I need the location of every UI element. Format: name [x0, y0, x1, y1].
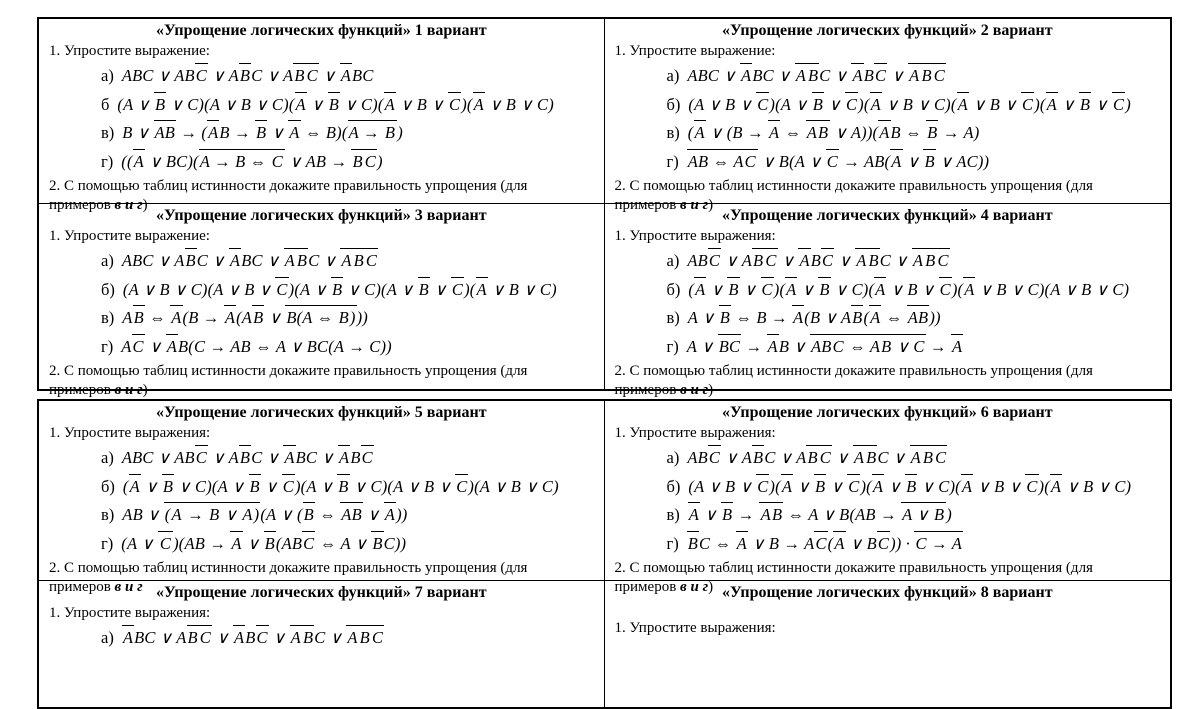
- overline-group: A: [290, 625, 302, 647]
- overline-group: A: [340, 63, 352, 85]
- overline-group: A: [207, 120, 219, 142]
- formula-item-label: а): [101, 66, 114, 86]
- overline-group: B: [154, 92, 166, 114]
- overline-group: A: [288, 120, 300, 142]
- formula-expression: (A ∨ B ∨ C)(A ∨ B ∨ C)(A ∨ B ∨ C)(A ∨ B ∨ C)(A ∨ B ∨ C): [688, 92, 1131, 114]
- overline-group: B: [865, 445, 877, 467]
- overline-group: C: [282, 474, 295, 496]
- formula-item: [615, 149, 1161, 175]
- overline-group: C: [764, 248, 777, 270]
- variants-table-upper: [37, 17, 1172, 399]
- formula-item: [615, 474, 1161, 500]
- overline-group: B: [727, 277, 739, 299]
- task2-emphasis: в и г: [680, 382, 709, 399]
- overline-group: B: [264, 531, 276, 553]
- formula-item-label: а): [666, 251, 680, 271]
- overline-group: C: [744, 149, 757, 171]
- overline-group: B(A ⇔ B): [285, 305, 356, 327]
- overline-group: C: [1112, 92, 1125, 114]
- variant-cell-7: [39, 581, 605, 707]
- formula-expression: ((A ∨ BC)(A → B ⇔ C ∨ AB → B C): [121, 149, 382, 171]
- overline-group: B: [185, 248, 197, 270]
- overline-group: A: [869, 305, 881, 327]
- formula-expression: AC ∨ AB(C → AB ⇔ A ∨ BC(A → C)): [121, 334, 392, 356]
- formula-item: [49, 63, 594, 89]
- formula-item: [49, 248, 594, 274]
- overline-group: C: [756, 474, 769, 496]
- variant-cell-3: [39, 204, 605, 399]
- task2-text: 2. С помощью таблиц истинности докажите правильность упрощения (для примеров в и г): [614, 363, 1093, 399]
- overline-group: A: [171, 502, 183, 524]
- overline-group: A: [795, 63, 807, 85]
- formula-item-label: в): [101, 505, 115, 525]
- overline-group: A: [736, 531, 748, 553]
- formula-expression: ABC ∨ ABC ∨ ABC ∨ ABC ∨ ABC: [122, 445, 374, 467]
- formula-item: [49, 474, 594, 500]
- overline-group: C: [365, 248, 378, 270]
- overline-group: A: [384, 92, 396, 114]
- variant-title: «Упрощение логических функций» 2 вариант: [721, 22, 1053, 39]
- overline-group: B: [933, 502, 945, 524]
- overline-group: C: [877, 531, 890, 553]
- overline-group: C: [271, 149, 284, 171]
- overline-group: C → A: [914, 531, 963, 553]
- overline-group: B: [252, 305, 264, 327]
- overline-group: B: [162, 474, 174, 496]
- formula-item-label: а): [101, 628, 114, 648]
- overline-group: B: [920, 63, 932, 85]
- overline-group: A: [740, 63, 752, 85]
- variant-cell-8: [605, 581, 1171, 707]
- formula-expression: ABC ∨ ABC ∨ ABC ∨ A BC ∨ A B C: [122, 248, 378, 270]
- formula-item: [49, 92, 594, 118]
- formula-item: [615, 305, 1161, 331]
- overline-group: A: [283, 445, 295, 467]
- overline-group: C: [826, 149, 839, 171]
- overline-group: B: [923, 149, 935, 171]
- formula-item-label: в): [101, 308, 115, 328]
- overline-group: B: [867, 248, 879, 270]
- overline-group: C: [451, 277, 464, 299]
- task2-emphasis: в и г: [114, 382, 143, 399]
- formula-item-label: г): [101, 151, 114, 171]
- overline-group: B: [418, 277, 430, 299]
- formula-item: [49, 502, 594, 528]
- overline-group: A: [767, 334, 779, 356]
- overline-group: B: [818, 277, 830, 299]
- overline-group: [158, 531, 173, 553]
- overline-group: B: [687, 531, 699, 553]
- overline-group: (A → B ∨ A): [164, 502, 261, 524]
- variant-title: «Упрощение логических функций» 4 вариант: [721, 207, 1053, 224]
- variant-title: «Упрощение логических функций» 1 вариант: [155, 22, 487, 39]
- overline-group: C: [455, 474, 468, 496]
- formula-item: [49, 120, 594, 146]
- overline-group: B: [384, 120, 396, 142]
- overline-group: A: [694, 120, 706, 142]
- formula-expression: BC ⇔ A ∨ B → AC(A ∨ BC)) · C → A: [687, 531, 963, 553]
- overline-group: B: [302, 625, 314, 647]
- formula-item-label: а): [101, 448, 114, 468]
- overline-group: C: [302, 531, 315, 553]
- overline-group: A: [340, 248, 352, 270]
- formula-item-label: а): [666, 66, 680, 86]
- formula-item-label: б): [101, 279, 115, 299]
- overline-group: A: [951, 334, 963, 356]
- task2-emphasis: в и г: [114, 197, 143, 214]
- formula-item-label: в): [666, 308, 680, 328]
- overline-group: C: [874, 63, 887, 85]
- overline-group: AB: [154, 120, 177, 142]
- overline-group: C: [847, 474, 860, 496]
- formula-item-label: г): [666, 151, 679, 171]
- overline-group: A: [798, 248, 810, 270]
- overline-group: C: [1025, 474, 1038, 496]
- overline-group: A ∨ B: [901, 502, 946, 524]
- overline-group: B: [752, 445, 764, 467]
- overline-group: B: [719, 305, 731, 327]
- variant-cell-1: [39, 19, 605, 214]
- overline-group: A: [768, 120, 780, 142]
- formula-item-label: в): [101, 123, 115, 143]
- task1-label: 1. Упростите выражения:: [614, 619, 776, 636]
- formula-item-label: в): [666, 505, 680, 525]
- overline-group: C: [306, 63, 319, 85]
- overline-group: A: [129, 474, 141, 496]
- overline-group: C: [933, 63, 946, 85]
- task1-label: 1. Упростите выражения:: [49, 604, 211, 621]
- overline-group: A: [760, 502, 772, 524]
- formula-expression: (A ∨ B ∨ C)(A ∨ B ∨ C)(A ∨ B ∨ C)(A ∨ B ∨ C)(A ∨ B ∨ C): [688, 277, 1129, 299]
- formula-item: [615, 531, 1161, 557]
- overline-group: C: [1021, 92, 1034, 114]
- formula-item: [615, 248, 1161, 274]
- formula-item: [615, 277, 1161, 303]
- overline-group: B: [752, 248, 764, 270]
- overline-group: A → B: [348, 120, 398, 142]
- overline-group: B: [807, 63, 819, 85]
- overline-group: B: [337, 474, 349, 496]
- task1-label: 1. Упростите выражение:: [49, 227, 210, 244]
- overline-group: A: [229, 248, 241, 270]
- overline-group: B: [1079, 92, 1091, 114]
- overline-group: B: [806, 445, 818, 467]
- formula-item: [615, 63, 1161, 89]
- overline-group: A: [833, 531, 845, 553]
- overline-group: C: [256, 625, 269, 647]
- task1-label: 1. Упростите выражения:: [614, 227, 776, 244]
- task2-text: 2. С помощью таблиц истинности докажите правильность упрощения (для примеров в и г): [614, 178, 1093, 214]
- overline-group: A: [224, 305, 236, 327]
- overline-group: B: [351, 149, 363, 171]
- overline-group: A: [781, 474, 793, 496]
- variant-title: «Упрощение логических функций» 3 вариант: [155, 207, 487, 224]
- formula-item: [49, 334, 594, 360]
- formula-expression: ABC ∨ AB C ∨ ABC ∨ A BC ∨ A B C: [687, 248, 949, 270]
- overline-group: AB ⇔ AC: [687, 149, 758, 171]
- overline-group: ABC ⇔ AB ∨ C: [810, 334, 926, 356]
- overline-group: B: [817, 120, 829, 142]
- task1-label: 1. Упростите выражения:: [49, 424, 211, 441]
- overline-group: A: [346, 625, 358, 647]
- formula-item-label: б): [666, 476, 681, 496]
- overline-group: A: [855, 248, 867, 270]
- overline-group: B: [187, 625, 199, 647]
- overline-group: B: [880, 334, 892, 356]
- formula-expression: AB ∨ (A → B ∨ A)(A ∨ (B ⇔ AB ∨ A)): [122, 502, 407, 524]
- overline-group: A: [910, 445, 922, 467]
- formula-expression: (A ∨ B ∨ C)(A ∨ B ∨ C)(A ∨ B ∨ C)(A ∨ B ∨ C)(A ∨ B ∨ C): [117, 92, 554, 114]
- overline-group: AB: [806, 120, 831, 142]
- task2-text: 2. С помощью таблиц истинности докажите правильность упрощения (для примеров в и г: [49, 560, 528, 596]
- formula-expression: AB ⇔ A(B → A(AB ∨ B(A ⇔ B))): [122, 305, 368, 327]
- overline-group: B: [721, 502, 733, 524]
- formula-expression: A ∨ BC → AB ∨ ABC ⇔ AB ∨ C → A: [687, 334, 963, 356]
- overline-group: C: [361, 445, 374, 467]
- formula-expression: (A ∨ C )(AB → A ∨ B(ABC ⇔ A ∨ BC)): [121, 531, 406, 553]
- overline-group: C: [936, 248, 949, 270]
- task2-text: 2. С помощью таблиц истинности докажите правильность упрощения (для примеров в и г): [49, 363, 528, 399]
- overline-group: BC: [718, 334, 741, 356]
- overline-group: C: [819, 445, 832, 467]
- overline-group: B: [359, 625, 371, 647]
- overline-group: B: [926, 120, 938, 142]
- task2-emphasis: в и г: [114, 579, 143, 596]
- overline-group: A: [170, 305, 182, 327]
- task1-label: 1. Упростите выражение:: [49, 42, 210, 59]
- overline-group: A: [851, 63, 863, 85]
- overline-group: C: [364, 149, 377, 171]
- overline-group: A: [872, 474, 884, 496]
- variant-cell-2: [605, 19, 1171, 214]
- overline-group: A: [870, 92, 882, 114]
- overline-group: B: [814, 474, 826, 496]
- overline-group: A: [230, 531, 242, 553]
- overline-group: A → B ⇔ C: [199, 149, 285, 171]
- overline-group: A: [908, 63, 920, 85]
- variant-cell-4: [605, 204, 1171, 399]
- overline-group: A: [384, 502, 396, 524]
- overline-group: A: [133, 149, 145, 171]
- overline-group: B: [328, 92, 340, 114]
- overline-group: B: [922, 445, 934, 467]
- overline-group: A: [853, 445, 865, 467]
- overline-group: B: [331, 277, 343, 299]
- overline-group: B: [851, 305, 863, 327]
- overline-group: A: [166, 334, 178, 356]
- formula-item: [49, 149, 594, 175]
- overline-group: C: [832, 334, 845, 356]
- overline-group: C: [845, 92, 858, 114]
- overline-group: A: [963, 277, 975, 299]
- formula-expression: A ∨ B ⇔ B → A(B ∨ AB(A ⇔ AB)): [688, 305, 941, 327]
- overline-group: A: [476, 277, 488, 299]
- formula-expression: ABC ∨ ABC ∨ ABC ∨ AB C ∨ ABC: [122, 63, 374, 85]
- overline-group: A: [878, 120, 890, 142]
- overline-group: C: [814, 531, 827, 553]
- overline-group: B: [353, 248, 365, 270]
- formula-item-label: в): [666, 123, 680, 143]
- formula-item-label: г): [101, 336, 114, 356]
- formula-expression: (A ∨ B ∨ C)(A ∨ B ∨ C)(A ∨ B ∨ C)(A ∨ B ∨ C)(A ∨ B ∨ C): [123, 474, 559, 496]
- overline-group: C: [195, 445, 208, 467]
- task1-label: 1. Упростите выражение:: [614, 42, 776, 59]
- overline-group: A: [473, 92, 485, 114]
- overline-group: B: [293, 63, 305, 85]
- overline-group: A: [295, 92, 307, 114]
- variant-title: «Упрощение логических функций» 7 вариант: [155, 584, 487, 601]
- overline-group: C: [132, 334, 145, 356]
- formula-item-label: г): [666, 336, 679, 356]
- overline-group: A: [284, 248, 296, 270]
- formula-item: [615, 92, 1161, 118]
- overline-group: B: [905, 474, 917, 496]
- overline-group: B: [239, 445, 251, 467]
- overline-group: C: [934, 445, 947, 467]
- formula-item: [615, 445, 1161, 471]
- formula-item-label: г): [101, 533, 114, 553]
- overline-group: B: [338, 305, 350, 327]
- overline-group: C: [195, 63, 208, 85]
- overline-group: AB: [907, 305, 930, 327]
- overline-group: B: [924, 248, 936, 270]
- overline-group: C: [821, 248, 834, 270]
- overline-group: A: [1046, 92, 1058, 114]
- variant-title: «Упрощение логических функций» 5 вариант: [155, 404, 487, 421]
- formula-item-label: б): [101, 476, 115, 496]
- overline-group: B: [303, 502, 315, 524]
- formula-expression: (A ∨ (B → A ⇔ AB ∨ A))(AB ⇔ B → A): [688, 120, 980, 142]
- formula-item: [615, 502, 1161, 528]
- overline-group: B: [371, 531, 383, 553]
- formula-item: [49, 305, 594, 331]
- overline-group: C: [756, 92, 769, 114]
- overline-group: C: [939, 277, 952, 299]
- overline-group: A: [338, 445, 350, 467]
- overline-group: A: [688, 502, 700, 524]
- formula-item: [49, 277, 594, 303]
- task2-emphasis: в и г: [680, 197, 709, 214]
- overline-group: B: [255, 120, 267, 142]
- formula-item: [49, 445, 594, 471]
- formula-item-label: б): [666, 94, 681, 114]
- task2-text: 2. С помощью таблиц истинности докажите правильность упрощения (для примеров в и г): [49, 178, 528, 214]
- formula-expression: ABC ∨ ABC ∨ A BC ∨ ABC ∨ A B C: [687, 63, 946, 85]
- overline-group: A: [890, 149, 902, 171]
- overline-group: B: [208, 502, 220, 524]
- variant-title: «Упрощение логических функций» 6 вариант: [721, 404, 1053, 421]
- overline-group: A: [122, 625, 134, 647]
- overline-group: B: [296, 248, 308, 270]
- formula-item: [615, 120, 1161, 146]
- formula-item: [49, 531, 594, 557]
- overline-group: B: [133, 305, 145, 327]
- formula-item-label: а): [666, 448, 680, 468]
- task2-emphasis: в и г: [680, 579, 709, 596]
- task2-text: 2. С помощью таблиц истинности докажите правильность упрощения (для примеров в и г): [614, 560, 1093, 596]
- overline-group: C: [275, 277, 288, 299]
- formula-expression: B ∨ AB → (AB → B ∨ A ⇔ B)(A → B ): [122, 120, 403, 142]
- overline-group: A: [874, 277, 886, 299]
- overline-group: C: [159, 531, 172, 553]
- formula-item-label: б: [101, 94, 110, 114]
- overline-group: A: [241, 502, 253, 524]
- overline-group: C: [708, 445, 721, 467]
- formula-expression: (A ∨ B ∨ C)(A ∨ B ∨ C)(A ∨ B ∨ C)(A ∨ B ∨ C)(A ∨ B ∨ C): [123, 277, 557, 299]
- overline-group: AB: [759, 502, 784, 524]
- overline-group: C: [448, 92, 461, 114]
- overline-group: C: [761, 277, 774, 299]
- overline-group: A: [1050, 474, 1062, 496]
- overline-group: C: [199, 625, 212, 647]
- formula-expression: (A ∨ B ∨ C)(A ∨ B ∨ C)(A ∨ B ∨ C)(A ∨ B ∨ C)(A ∨ B ∨ C): [688, 474, 1131, 496]
- formula-expression: ABC ∨ ABC ∨ AB C ∨ A BC ∨ A B C: [687, 445, 947, 467]
- overline-group: A: [792, 305, 804, 327]
- overline-group: A: [233, 625, 245, 647]
- overline-group: A: [785, 277, 797, 299]
- formula-expression: AB ⇔ AC ∨ B(A ∨ C → AB(A ∨ B ∨ AC)): [687, 149, 989, 171]
- overline-group: B: [239, 63, 251, 85]
- overline-group: AB: [340, 502, 363, 524]
- overline-group: A: [694, 277, 706, 299]
- overline-group: B: [812, 92, 824, 114]
- formula-item: [615, 334, 1161, 360]
- variants-table-lower: [37, 399, 1172, 709]
- overline-group: A: [961, 474, 973, 496]
- task1-label: 1. Упростите выражения:: [614, 424, 776, 441]
- formula-item: [49, 625, 594, 651]
- overline-group: C: [708, 248, 721, 270]
- overline-group: A: [912, 248, 924, 270]
- overline-group: C: [371, 625, 384, 647]
- formula-expression: A ∨ B → AB ⇔ A ∨ B(AB → A ∨ B ): [688, 502, 952, 524]
- overline-group: B: [249, 474, 261, 496]
- formula-item-label: г): [666, 533, 679, 553]
- variant-title: «Упрощение логических функций» 8 вариант: [721, 584, 1053, 601]
- formula-item-label: б): [666, 279, 681, 299]
- overline-group: A: [957, 92, 969, 114]
- formula-expression: ABC ∨ AB C ∨ ABC ∨ A BC ∨ A B C: [122, 625, 384, 647]
- formula-item-label: а): [101, 251, 114, 271]
